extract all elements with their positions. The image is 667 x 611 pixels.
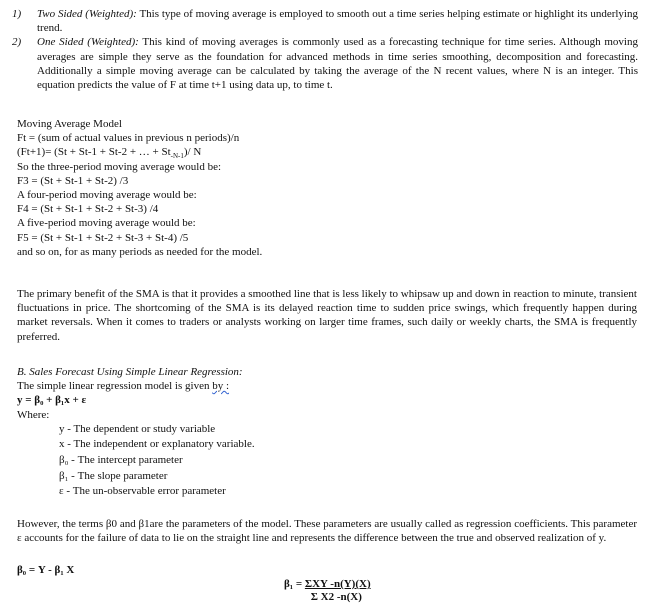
variable-list bbox=[17, 422, 637, 500]
list-item bbox=[12, 35, 638, 92]
section-heading: Moving Average Model bbox=[17, 118, 122, 130]
regression-equation: y = β₀ + β₁x + ε bbox=[17, 394, 87, 407]
linear-regression-section bbox=[17, 365, 637, 500]
intro-text: The simple linear regression model is given bbox=[17, 380, 213, 393]
text-line: A four-period moving average would be: bbox=[17, 189, 197, 202]
formula-part: )/ N bbox=[183, 146, 202, 159]
sma-paragraph: The primary benefit of the SMA is that it provides a smoothed line that is less likely to whipsaw up and down in reaction to minute, transient fluctuations in price. The shortcoming of the SMA is its delayed reaction time to sudden price swings, which frequently happen during market reversals. When it comes to traders or analysts working on larger time frames, such daily or weekly charts, the SMA is frequently preferred. bbox=[17, 288, 637, 343]
list-text: This kind of moving averages is commonly used as a forecasting technique for time series. Although moving averages are simple they serve as the foundation for advanced methods in time series smoothing, decomposition and forecasting. Additionally a simple moving average can be calculated by taking the average of the N recent values, where N is an integer. This equation predicts the value of F at time t+1 using data up, to time t. bbox=[37, 36, 638, 92]
list-body bbox=[37, 7, 638, 35]
list-label: Two Sided (Weighted): bbox=[37, 8, 137, 20]
formula-line: F4 = (St + St-1 + St-2 + St-3) /4 bbox=[17, 203, 159, 216]
intro-line bbox=[17, 379, 637, 393]
formula-line: F5 = (St + St-1 + St-2 + St-3 + St-4) /5 bbox=[17, 231, 189, 244]
parameters-paragraph: However, the terms β0 and β1are the parameters of the model. These parameters are usually called as regression coefficients. This parameter ε accounts for the failure of data to lie on the straight line and represents the difference between the true and observed realization of y. bbox=[17, 518, 637, 545]
list-item bbox=[12, 7, 638, 35]
text-line: So the three-period moving average would be: bbox=[17, 160, 222, 173]
formula-subscript: -N-1 bbox=[170, 152, 184, 161]
section-heading: B. Sales Forecast Using Simple Linear Regression: bbox=[17, 366, 243, 378]
text-line: and so on, for as many periods as needed for the model. bbox=[17, 245, 263, 258]
fraction-numerator: ΣXY -n(Y)(X) bbox=[304, 578, 371, 590]
moving-average-section bbox=[17, 117, 637, 259]
list-number: 1) bbox=[12, 8, 22, 20]
where-label: Where: bbox=[17, 408, 50, 421]
list-item: ε - The un-observable error parameter bbox=[59, 485, 226, 498]
list-item: β₁ - The slope parameter bbox=[59, 469, 168, 482]
list-item: x - The independent or explanatory variable. bbox=[59, 438, 255, 451]
weighted-types-list bbox=[12, 7, 638, 92]
formula-line: F3 = (St + St-1 + St-2) /3 bbox=[17, 174, 129, 187]
formula-line bbox=[17, 145, 637, 159]
formula-line: Ft = (sum of actual values in previous n periods)/n bbox=[17, 132, 240, 145]
formula-part: (Ft+1)= (St + St-1 + St-2 + … + St bbox=[17, 146, 171, 159]
beta0-equation: β₀ = Y - β₁ X bbox=[17, 564, 75, 576]
list-text: This type of moving average is employed to smooth out a time series helping estimate or highlight its underlying trend. bbox=[37, 8, 638, 35]
beta1-equation bbox=[284, 578, 371, 604]
list-item: β₀ - The intercept parameter bbox=[59, 454, 183, 466]
fraction-row bbox=[284, 578, 371, 591]
list-label: One Sided (Weighted): bbox=[37, 36, 139, 49]
text-line: A five-period moving average would be: bbox=[17, 217, 196, 230]
fraction-lhs: β₁ = bbox=[284, 578, 305, 590]
spellcheck-word: by : bbox=[212, 380, 230, 393]
list-body bbox=[37, 35, 638, 92]
fraction-denominator: Σ X2 -n(X) bbox=[310, 591, 362, 603]
list-number: 2) bbox=[12, 36, 22, 49]
list-item: y - The dependent or study variable bbox=[59, 422, 216, 435]
